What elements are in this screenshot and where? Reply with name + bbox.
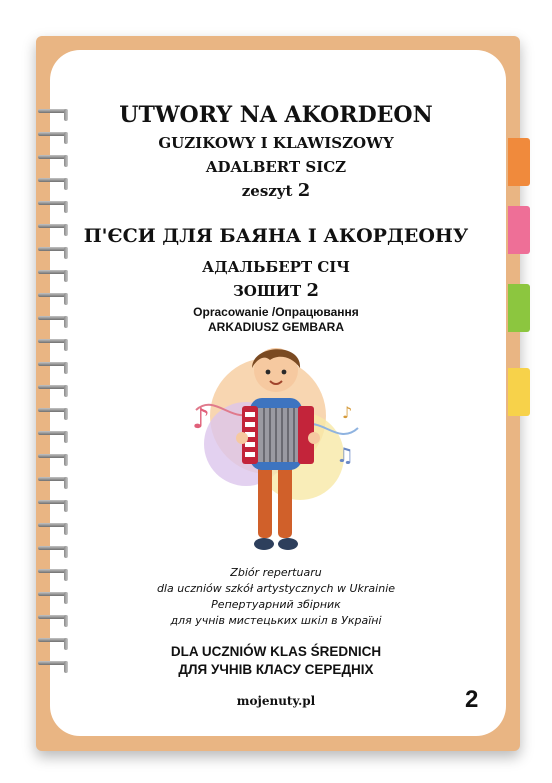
spiral-ring xyxy=(38,382,76,396)
volume-number-polish: 2 xyxy=(297,180,311,201)
description-line-2: dla uczniów szkół artystycznych w Ukrainie xyxy=(156,582,396,595)
spiral-ring xyxy=(38,520,76,534)
boy-hand-right xyxy=(308,432,320,444)
spiral-ring xyxy=(38,428,76,442)
boy-shoe-right xyxy=(278,538,298,550)
color-tab-yellow xyxy=(508,368,530,416)
volume-ukrainian xyxy=(0,280,552,301)
boy-leg-right xyxy=(278,464,292,538)
description-line-1: Zbiór repertuaru xyxy=(230,566,322,579)
publisher-name: mojenuty.pl xyxy=(236,694,316,708)
volume-number-ukrainian: 2 xyxy=(306,280,319,301)
treble-clef-icon: ♪ xyxy=(192,402,210,435)
spiral-ring xyxy=(38,405,76,419)
arranger-label: Opracowanie /Опрацювання xyxy=(193,305,359,319)
boy-eye-left xyxy=(266,370,271,375)
boy-eye-right xyxy=(282,370,287,375)
level-polish: DLA UCZNIÓW KLAS ŚREDNICH xyxy=(170,644,382,659)
spiral-ring xyxy=(38,543,76,557)
music-note-icon: ♫ xyxy=(336,443,354,467)
level-ukrainian: ДЛЯ УЧНІВ КЛАСУ СЕРЕДНІХ xyxy=(178,662,374,677)
boy-hand-left xyxy=(236,432,248,444)
spiral-ring xyxy=(38,497,76,511)
boy-leg-left xyxy=(258,464,272,538)
music-note-icon-small: ♪ xyxy=(342,403,353,422)
spiral-ring xyxy=(38,336,76,350)
author-polish: ADALBERT SICZ xyxy=(205,158,347,176)
volume-polish xyxy=(0,180,552,201)
author-ukrainian: АДАЛЬБЕРТ СІЧ xyxy=(202,258,350,276)
volume-word-polish: zeszyt xyxy=(241,182,293,200)
description-line-4: для учнів мистецьких шкіл в Україні xyxy=(170,614,382,627)
spiral-ring xyxy=(38,474,76,488)
volume-word-ukrainian: ЗОШИТ xyxy=(232,282,302,300)
arranger-name: ARKADIUSZ GEMBARA xyxy=(208,320,344,334)
title-polish: UTWORY NA AKORDEON xyxy=(119,102,433,128)
accordion-boy-illustration xyxy=(186,338,366,558)
corner-volume-number: 2 xyxy=(465,686,479,713)
subtitle-polish: GUZIKOWY I KLAWISZOWY xyxy=(158,134,394,152)
boy-shoe-left xyxy=(254,538,274,550)
description-line-3: Репертуарний збірник xyxy=(211,598,341,611)
title-ukrainian: П'ЄСИ ДЛЯ БАЯНА І АКОРДЕОНУ xyxy=(83,225,469,247)
spiral-ring xyxy=(38,451,76,465)
spiral-ring xyxy=(38,359,76,373)
